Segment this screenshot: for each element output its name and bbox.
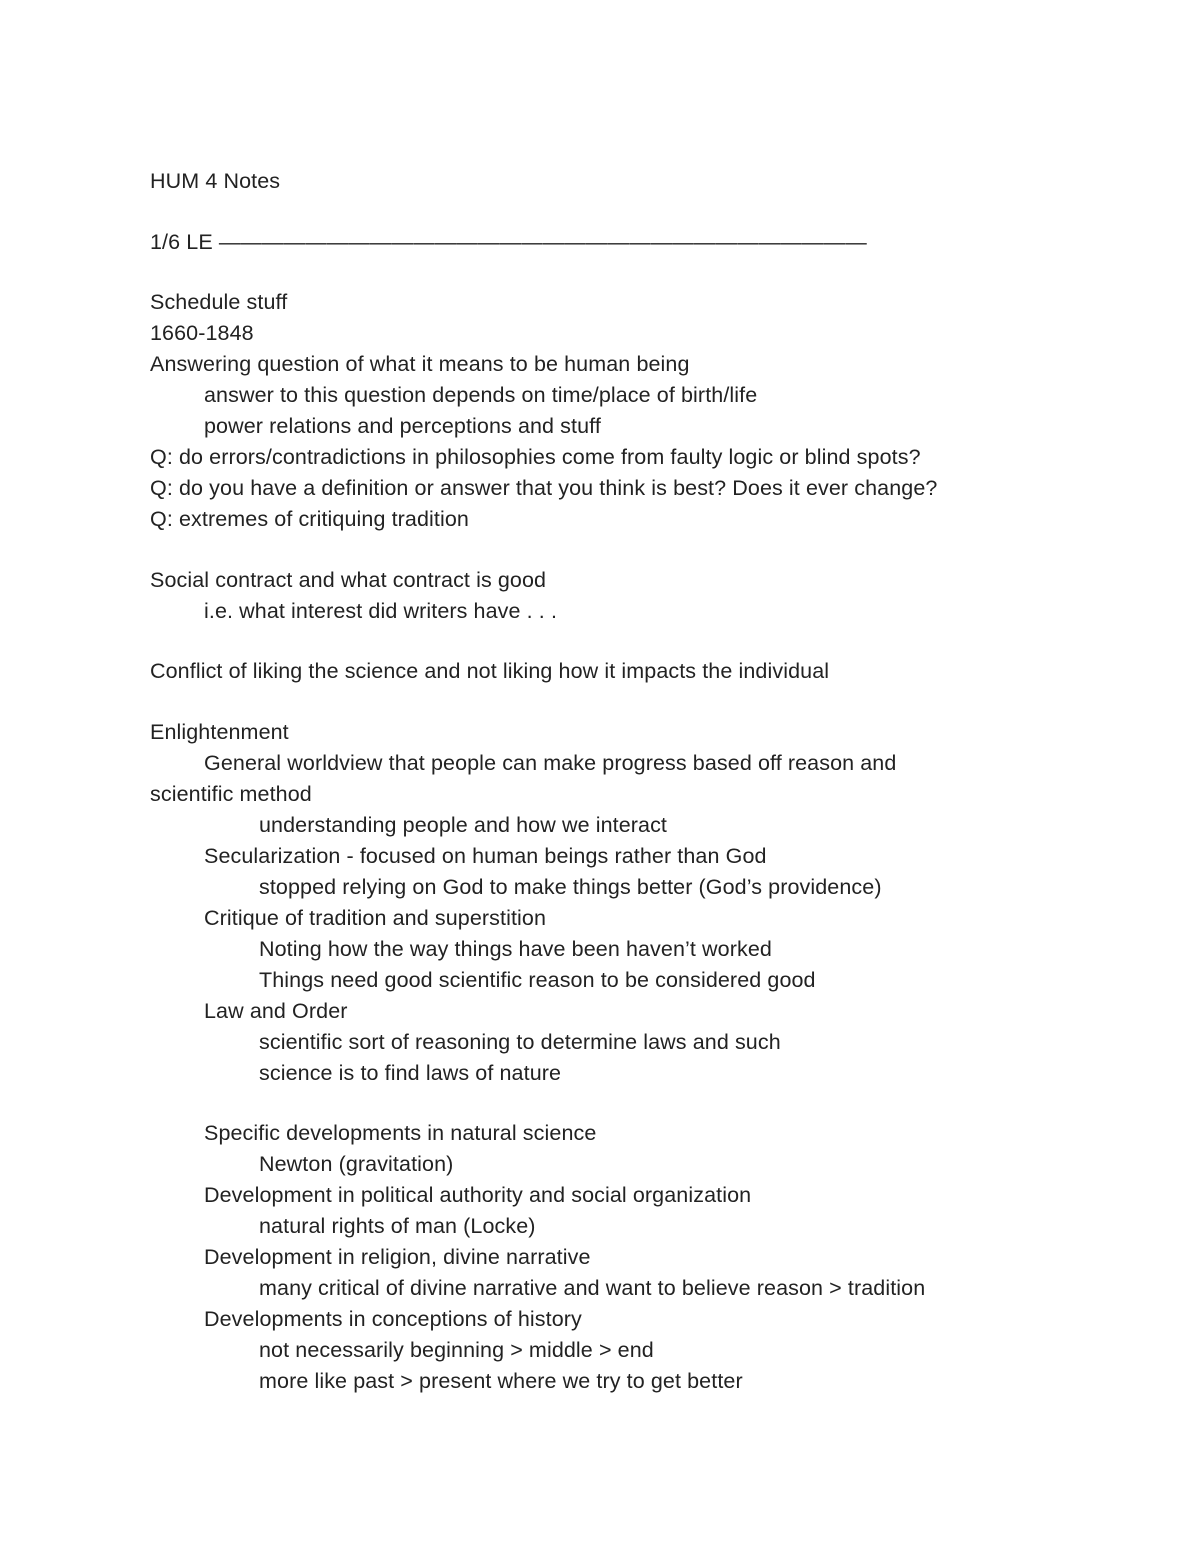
note-subline: Secularization - focused on human beings rather than God — [204, 843, 767, 868]
blank-line — [150, 1089, 1050, 1119]
note-line: Conflict of liking the science and not liking how it impacts the individual — [150, 659, 830, 683]
note-subline-continued: scientific method — [150, 781, 312, 806]
note-subline: Development in religion, divine narrative — [204, 1245, 591, 1269]
note-subline: Critique of tradition and superstition — [204, 905, 547, 930]
note-subsubline: Newton (gravitation) — [259, 1152, 454, 1176]
note-subsubline: science is to find laws of nature — [259, 1060, 562, 1085]
blank-line — [150, 197, 1050, 227]
note-subsubline: stopped relying on God to make things better (God’s providence) — [259, 874, 882, 899]
document-title: HUM 4 Notes — [150, 169, 281, 193]
section-header: 1/6 LE —————————————————————————————— — [150, 229, 867, 254]
note-subline: Development in political authority and social organization — [204, 1183, 752, 1207]
note-subsubline: Noting how the way things have been haven’t worked — [259, 936, 772, 961]
note-subline: Developments in conceptions of history — [204, 1307, 582, 1331]
note-subsubline: not necessarily beginning > middle > end — [259, 1338, 654, 1362]
note-line: Schedule stuff — [150, 290, 288, 314]
notes-page — [150, 166, 1050, 1397]
note-subline: i.e. what interest did writers have . . . — [204, 598, 558, 623]
note-line: 1660-1848 — [150, 321, 254, 345]
note-subline: Law and Order — [204, 998, 348, 1023]
question-line: Q: do errors/contradictions in philosophies come from faulty logic or blind spots? — [150, 445, 921, 469]
note-line: Social contract and what contract is good — [150, 567, 547, 592]
note-subline: General worldview that people can make progress based off reason and — [204, 750, 897, 775]
blank-line — [150, 627, 1050, 657]
blank-line — [150, 258, 1050, 288]
note-subsubline: scientific sort of reasoning to determine laws and such — [259, 1029, 781, 1054]
topic-heading: Enlightenment — [150, 719, 289, 744]
note-subsubline: Things need good scientific reason to be considered good — [259, 967, 816, 992]
note-subsubline: natural rights of man (Locke) — [259, 1214, 536, 1238]
note-subsubline: more like past > present where we try to get better — [259, 1369, 743, 1393]
question-line: Q: extremes of critiquing tradition — [150, 507, 469, 531]
note-subline: answer to this question depends on time/place of birth/life — [204, 383, 758, 407]
note-subline: Specific developments in natural science — [204, 1121, 597, 1145]
note-subline: power relations and perceptions and stuff — [204, 414, 601, 438]
blank-line — [150, 535, 1050, 565]
note-line: Answering question of what it means to be human being — [150, 352, 690, 376]
question-line: Q: do you have a definition or answer that you think is best? Does it ever change? — [150, 476, 938, 500]
note-subsubline: understanding people and how we interact — [259, 812, 668, 837]
note-subsubline: many critical of divine narrative and want to believe reason > tradition — [259, 1276, 926, 1300]
blank-line — [150, 687, 1050, 717]
